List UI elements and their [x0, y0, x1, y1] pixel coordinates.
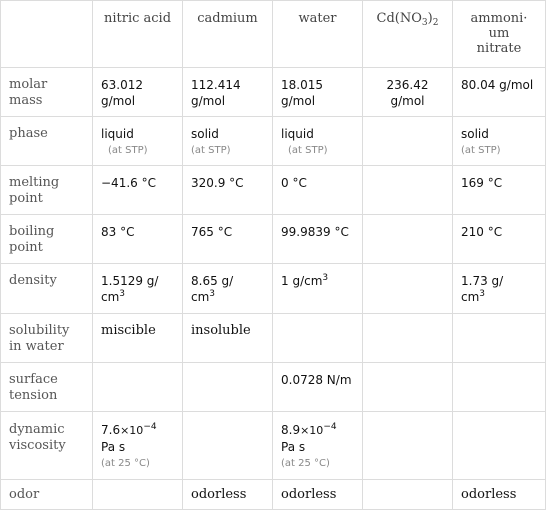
- cell-value: [183, 264, 273, 314]
- density-unit: cm: [191, 290, 210, 304]
- header-row: [1, 1, 546, 68]
- cell-empty: [273, 314, 363, 363]
- cell-empty: [93, 480, 183, 510]
- cell-value: 0.0728 N/m: [273, 363, 363, 412]
- formula-sub2: 2: [432, 18, 439, 28]
- cell-empty: [363, 264, 453, 314]
- viscosity-exponent: −4: [143, 422, 157, 432]
- phase-value: solid: [461, 127, 489, 141]
- cell-value: insoluble: [183, 314, 273, 363]
- cell-value: 169 °C: [453, 166, 546, 215]
- condition-note: (at STP): [288, 145, 328, 156]
- phase-value: liquid: [281, 127, 314, 141]
- cell-empty: [363, 314, 453, 363]
- corner-cell: [1, 1, 93, 68]
- row-label: odor: [1, 480, 93, 510]
- cell-empty: [363, 480, 453, 510]
- density-number: 1.73 g/: [461, 274, 504, 288]
- row-molar-mass: [1, 68, 546, 117]
- header-cadmium-nitrate: [363, 1, 453, 68]
- row-label: boiling point: [1, 215, 93, 264]
- condition-note: (at 25 °C): [101, 458, 150, 469]
- cell-empty: [93, 363, 183, 412]
- cell-value: 0 °C: [273, 166, 363, 215]
- cell-value: [273, 117, 363, 166]
- row-label: phase: [1, 117, 93, 166]
- row-label: solubility in water: [1, 314, 93, 363]
- density-exponent: 3: [479, 289, 486, 299]
- viscosity-exponent: −4: [323, 422, 337, 432]
- row-density: [1, 264, 546, 314]
- viscosity-unit: Pa s: [281, 440, 306, 454]
- row-odor: [1, 480, 546, 510]
- density-number: 1.5129 g/: [101, 274, 159, 288]
- cell-value: −41.6 °C: [93, 166, 183, 215]
- viscosity-mantissa: 7.6: [101, 423, 121, 437]
- row-phase: [1, 117, 546, 166]
- cell-value: [453, 264, 546, 314]
- density-exponent: 3: [119, 289, 126, 299]
- cell-value: 210 °C: [453, 215, 546, 264]
- cell-value: odorless: [453, 480, 546, 510]
- row-dynamic-viscosity: [1, 412, 546, 480]
- header-ammonium-nitrate: [453, 1, 546, 68]
- cell-value: [273, 264, 363, 314]
- cell-empty: [453, 314, 546, 363]
- condition-note: (at STP): [191, 145, 231, 156]
- condition-note: (at STP): [108, 145, 148, 156]
- cell-value: 18.015 g/mol: [273, 68, 363, 117]
- header-water: water: [273, 1, 363, 68]
- cell-empty: [363, 412, 453, 480]
- cell-empty: [363, 215, 453, 264]
- row-label: melting point: [1, 166, 93, 215]
- cell-value: [93, 412, 183, 480]
- cell-value: 80.04 g/mol: [453, 68, 546, 117]
- cell-empty: [363, 117, 453, 166]
- row-solubility: [1, 314, 546, 363]
- row-boiling-point: [1, 215, 546, 264]
- header-line: um: [488, 26, 510, 41]
- phase-value: solid: [191, 127, 219, 141]
- row-melting-point: [1, 166, 546, 215]
- cell-empty: [453, 363, 546, 412]
- times-ten: ×10: [300, 424, 324, 437]
- condition-note: (at STP): [461, 145, 501, 156]
- cell-empty: [453, 412, 546, 480]
- cell-value: 765 °C: [183, 215, 273, 264]
- phase-value: liquid: [101, 127, 134, 141]
- row-label: molar mass: [1, 68, 93, 117]
- row-surface-tension: [1, 363, 546, 412]
- cell-empty: [183, 363, 273, 412]
- formula-base: Cd(NO: [376, 11, 422, 26]
- cell-empty: [183, 412, 273, 480]
- cell-value: 83 °C: [93, 215, 183, 264]
- cell-value: 236.42 g/mol: [363, 68, 453, 117]
- density-unit: cm: [101, 290, 120, 304]
- cell-value: 63.012 g/mol: [93, 68, 183, 117]
- cell-empty: [363, 166, 453, 215]
- times-ten: ×10: [120, 424, 144, 437]
- header-cadmium: cadmium: [183, 1, 273, 68]
- viscosity-mantissa: 8.9: [281, 423, 301, 437]
- cell-value: [453, 117, 546, 166]
- cell-value: odorless: [183, 480, 273, 510]
- cell-value: 320.9 °C: [183, 166, 273, 215]
- density-exponent: 3: [322, 273, 329, 283]
- cell-value: [93, 264, 183, 314]
- formula-close: ): [427, 11, 433, 26]
- cell-value: 112.414 g/mol: [183, 68, 273, 117]
- header-nitric-acid: nitric acid: [93, 1, 183, 68]
- density-unit: cm: [461, 290, 480, 304]
- viscosity-unit: Pa s: [101, 440, 126, 454]
- header-line: nitrate: [476, 41, 522, 56]
- row-label: dynamic viscosity: [1, 412, 93, 480]
- header-line: ammoni·: [470, 11, 528, 26]
- cell-value: 99.9839 °C: [273, 215, 363, 264]
- cell-value: [273, 412, 363, 480]
- cell-value: odorless: [273, 480, 363, 510]
- condition-note: (at 25 °C): [281, 458, 330, 469]
- cell-empty: [363, 363, 453, 412]
- cell-value: [183, 117, 273, 166]
- density-number: 1 g/cm: [281, 274, 323, 288]
- density-number: 8.65 g/: [191, 274, 234, 288]
- row-label: surface tension: [1, 363, 93, 412]
- formula-sub: 3: [421, 18, 428, 28]
- cell-value: [93, 117, 183, 166]
- density-exponent: 3: [209, 289, 216, 299]
- cell-value: miscible: [93, 314, 183, 363]
- row-label: density: [1, 264, 93, 314]
